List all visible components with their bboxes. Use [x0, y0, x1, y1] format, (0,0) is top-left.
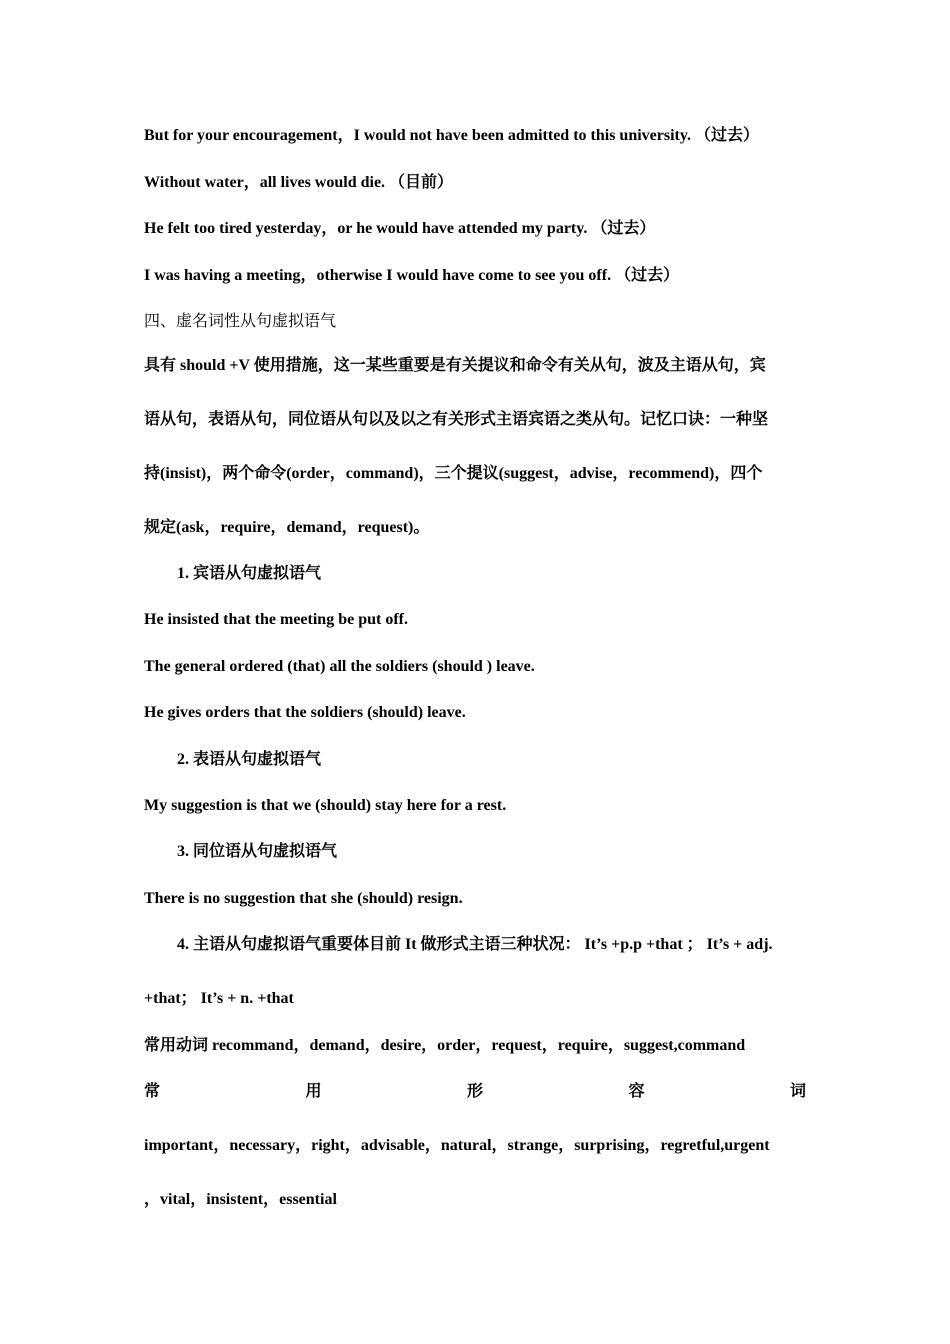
- adj-heading-char-2: 用: [305, 1083, 322, 1100]
- sub2-heading: 2. 表语从句虚拟语气: [177, 751, 322, 768]
- example-felt-tired: He felt too tired yesterday，or he would have attended my party. （过去）: [144, 220, 656, 237]
- adjectives-line-2: ，vital，insistent，essential: [144, 1191, 337, 1208]
- example-having-meeting: I was having a meeting，otherwise I would have come to see you off. （过去）: [144, 267, 680, 284]
- adjectives-line-1: important，necessary，right，advisable，natural，strange，surprising，regretful,urgent: [144, 1137, 770, 1154]
- section4-para-line-2: 语从句，表语从句，同位语从句以及以之有关形式主语宾语之类从句。记忆口诀：一种坚: [144, 411, 769, 428]
- adj-heading-char-5: 词: [789, 1083, 806, 1100]
- sub4-heading-line-2: +that； It’s + n. +that: [144, 990, 294, 1007]
- adj-heading-char-4: 容: [628, 1083, 645, 1100]
- section4-para-line-4: 规定(ask，require，demand，request)。: [144, 519, 430, 536]
- sub1-example-1: He insisted that the meeting be put off.: [144, 611, 408, 628]
- example-without-water: Without water，all lives would die. （目前）: [144, 174, 454, 191]
- sub1-heading: 1. 宾语从句虚拟语气: [177, 565, 322, 582]
- section4-heading: 四、虚名词性从句虚拟语气: [144, 313, 337, 330]
- section4-para-line-3: 持(insist)，两个命令(order，command)，三个提议(suggest，advise，recommend)，四个: [144, 465, 763, 482]
- sub1-example-3: He gives orders that the soldiers (should) leave.: [144, 704, 466, 721]
- adj-heading-char-3: 形: [466, 1083, 483, 1100]
- common-adjectives-heading: [144, 1081, 806, 1103]
- example-but-for: But for your encouragement，I would not have been admitted to this university. （过去）: [144, 127, 759, 144]
- common-verbs-line: 常用动词 recommand，demand，desire，order，request，require，suggest,command: [144, 1037, 746, 1054]
- sub3-example-1: There is no suggestion that she (should) resign.: [144, 890, 463, 907]
- sub1-example-2: The general ordered (that) all the soldiers (should ) leave.: [144, 658, 535, 675]
- sub2-example-1: My suggestion is that we (should) stay here for a rest.: [144, 797, 507, 814]
- sub3-heading: 3. 同位语从句虚拟语气: [177, 843, 338, 860]
- section4-para-line-1: 具有 should +V 使用措施，这一某些重要是有关提议和命令有关从句，波及主语从句，宾: [144, 357, 766, 374]
- adj-heading-char-1: 常: [144, 1083, 161, 1100]
- sub4-heading-line-1: 4. 主语从句虚拟语气重要体目前 It 做形式主语三种状况： It’s +p.p +that ； It’s + adj.: [177, 936, 773, 953]
